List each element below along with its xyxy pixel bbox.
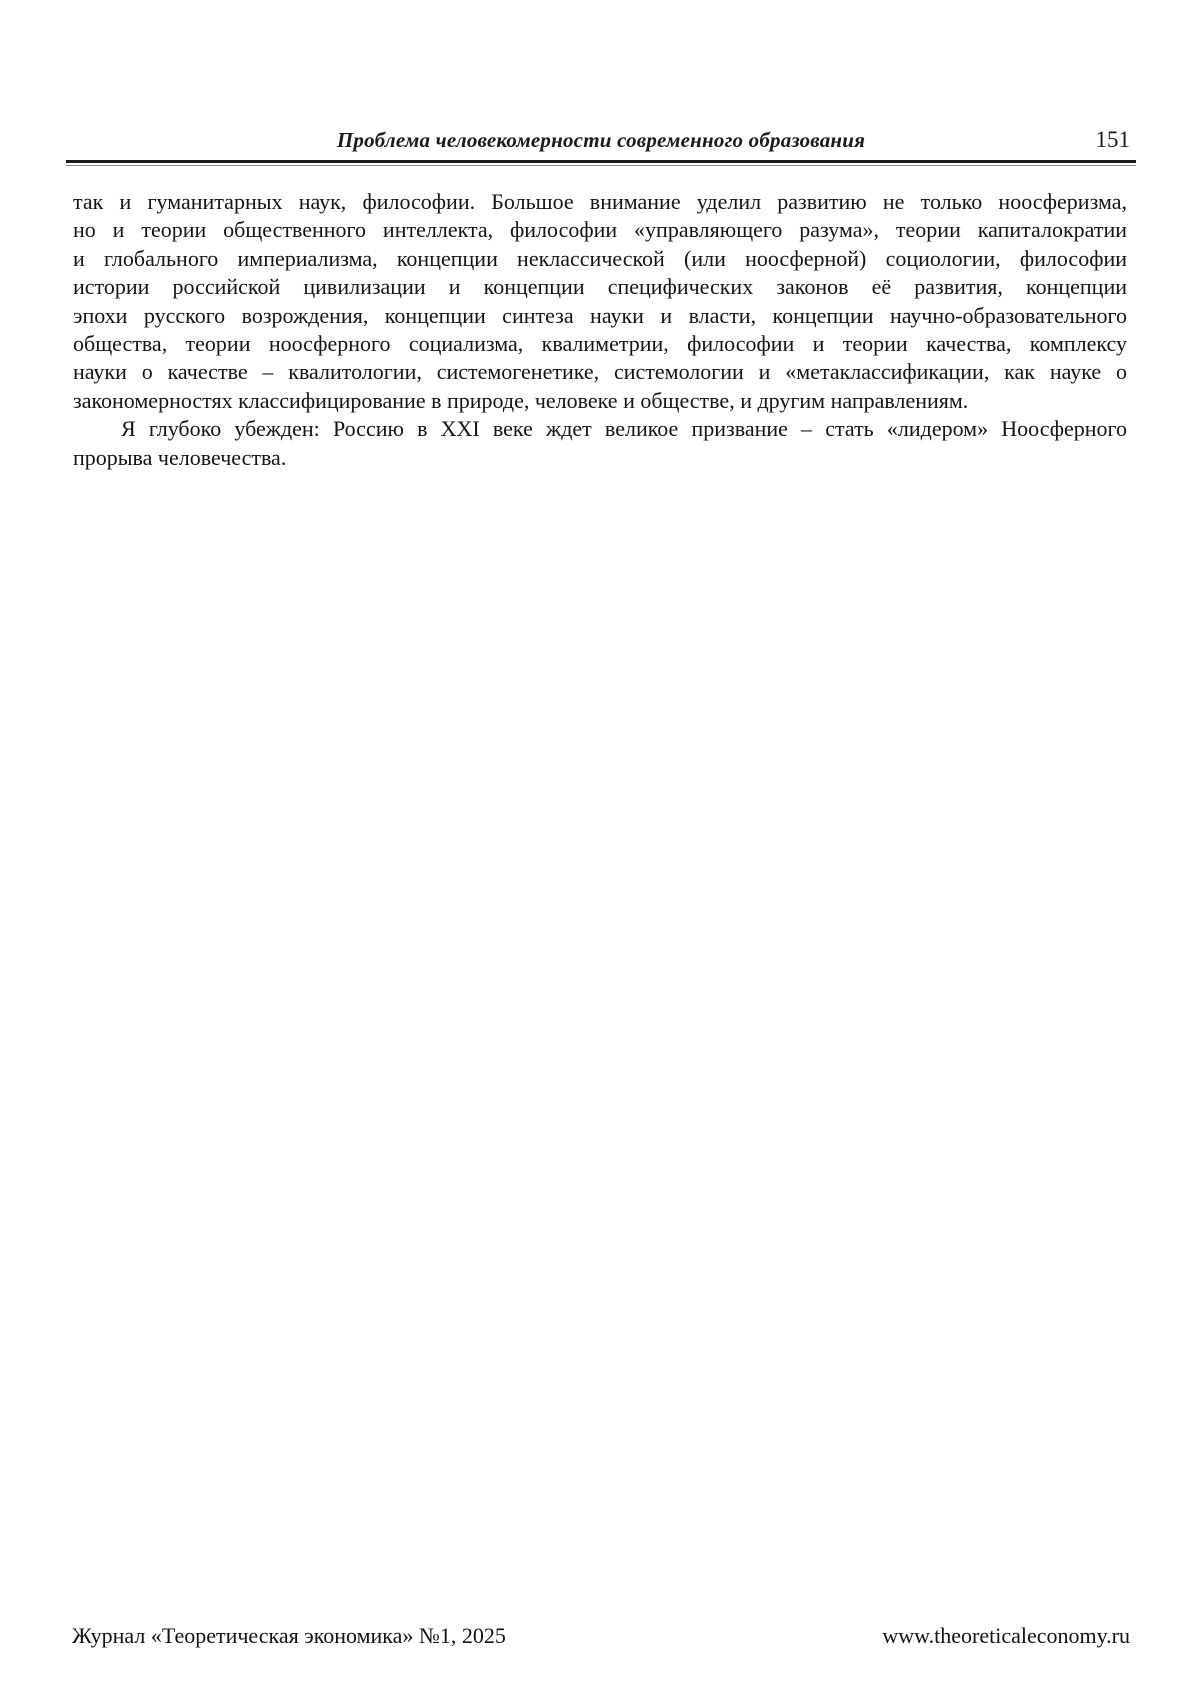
body-line: так и гуманитарных наук, философии. Большое внимание уделил развитию не только ноосферизма, [73, 189, 1127, 214]
running-title: Проблема человекомерности современного образования [336, 128, 866, 152]
body-line: эпохи русского возрождения, концепции синтеза науки и власти, концепции научно-образовательного [73, 302, 1127, 328]
paragraph-continuation [73, 188, 1127, 415]
page-header [72, 127, 1130, 155]
body-line: и глобального империализма, концепции неклассической (или ноосферной) социологии, философии [73, 245, 1127, 271]
page-number: 151 [1095, 127, 1130, 152]
header-rule-thin-line [66, 165, 1136, 166]
body-line: Я глубоко убежден: Россию в XXI веке ждет великое призвание – стать «лидером» Ноосферного [121, 416, 1127, 442]
header-rule-thick-line [66, 160, 1136, 163]
paragraph-conclusion [73, 415, 1127, 472]
footer-website-link[interactable]: www.theoreticaleconomy.ru [882, 1623, 1130, 1648]
article-body [73, 188, 1127, 472]
header-rule [66, 160, 1136, 166]
body-line: истории российской цивилизации и концепции специфических законов её развития, концепции [73, 274, 1127, 300]
body-line: но и теории общественного интеллекта, философии «управляющего разума», теории капиталократии [73, 217, 1127, 243]
body-line: закономерностях классифицирование в природе, человеке и обществе, и другим направлениям. [73, 387, 969, 413]
footer-journal-title: Журнал «Теоретическая экономика» №1, 2025 [72, 1623, 506, 1648]
body-line: прорыва человечества. [73, 444, 287, 470]
body-line: науки о качестве – квалитологии, системогенетике, системологии и «метаклассификации, как науке о [73, 359, 1127, 385]
page-footer [72, 1622, 1130, 1649]
body-line: общества, теории ноосферного социализма, квалиметрии, философии и теории качества, комплексу [73, 331, 1127, 357]
